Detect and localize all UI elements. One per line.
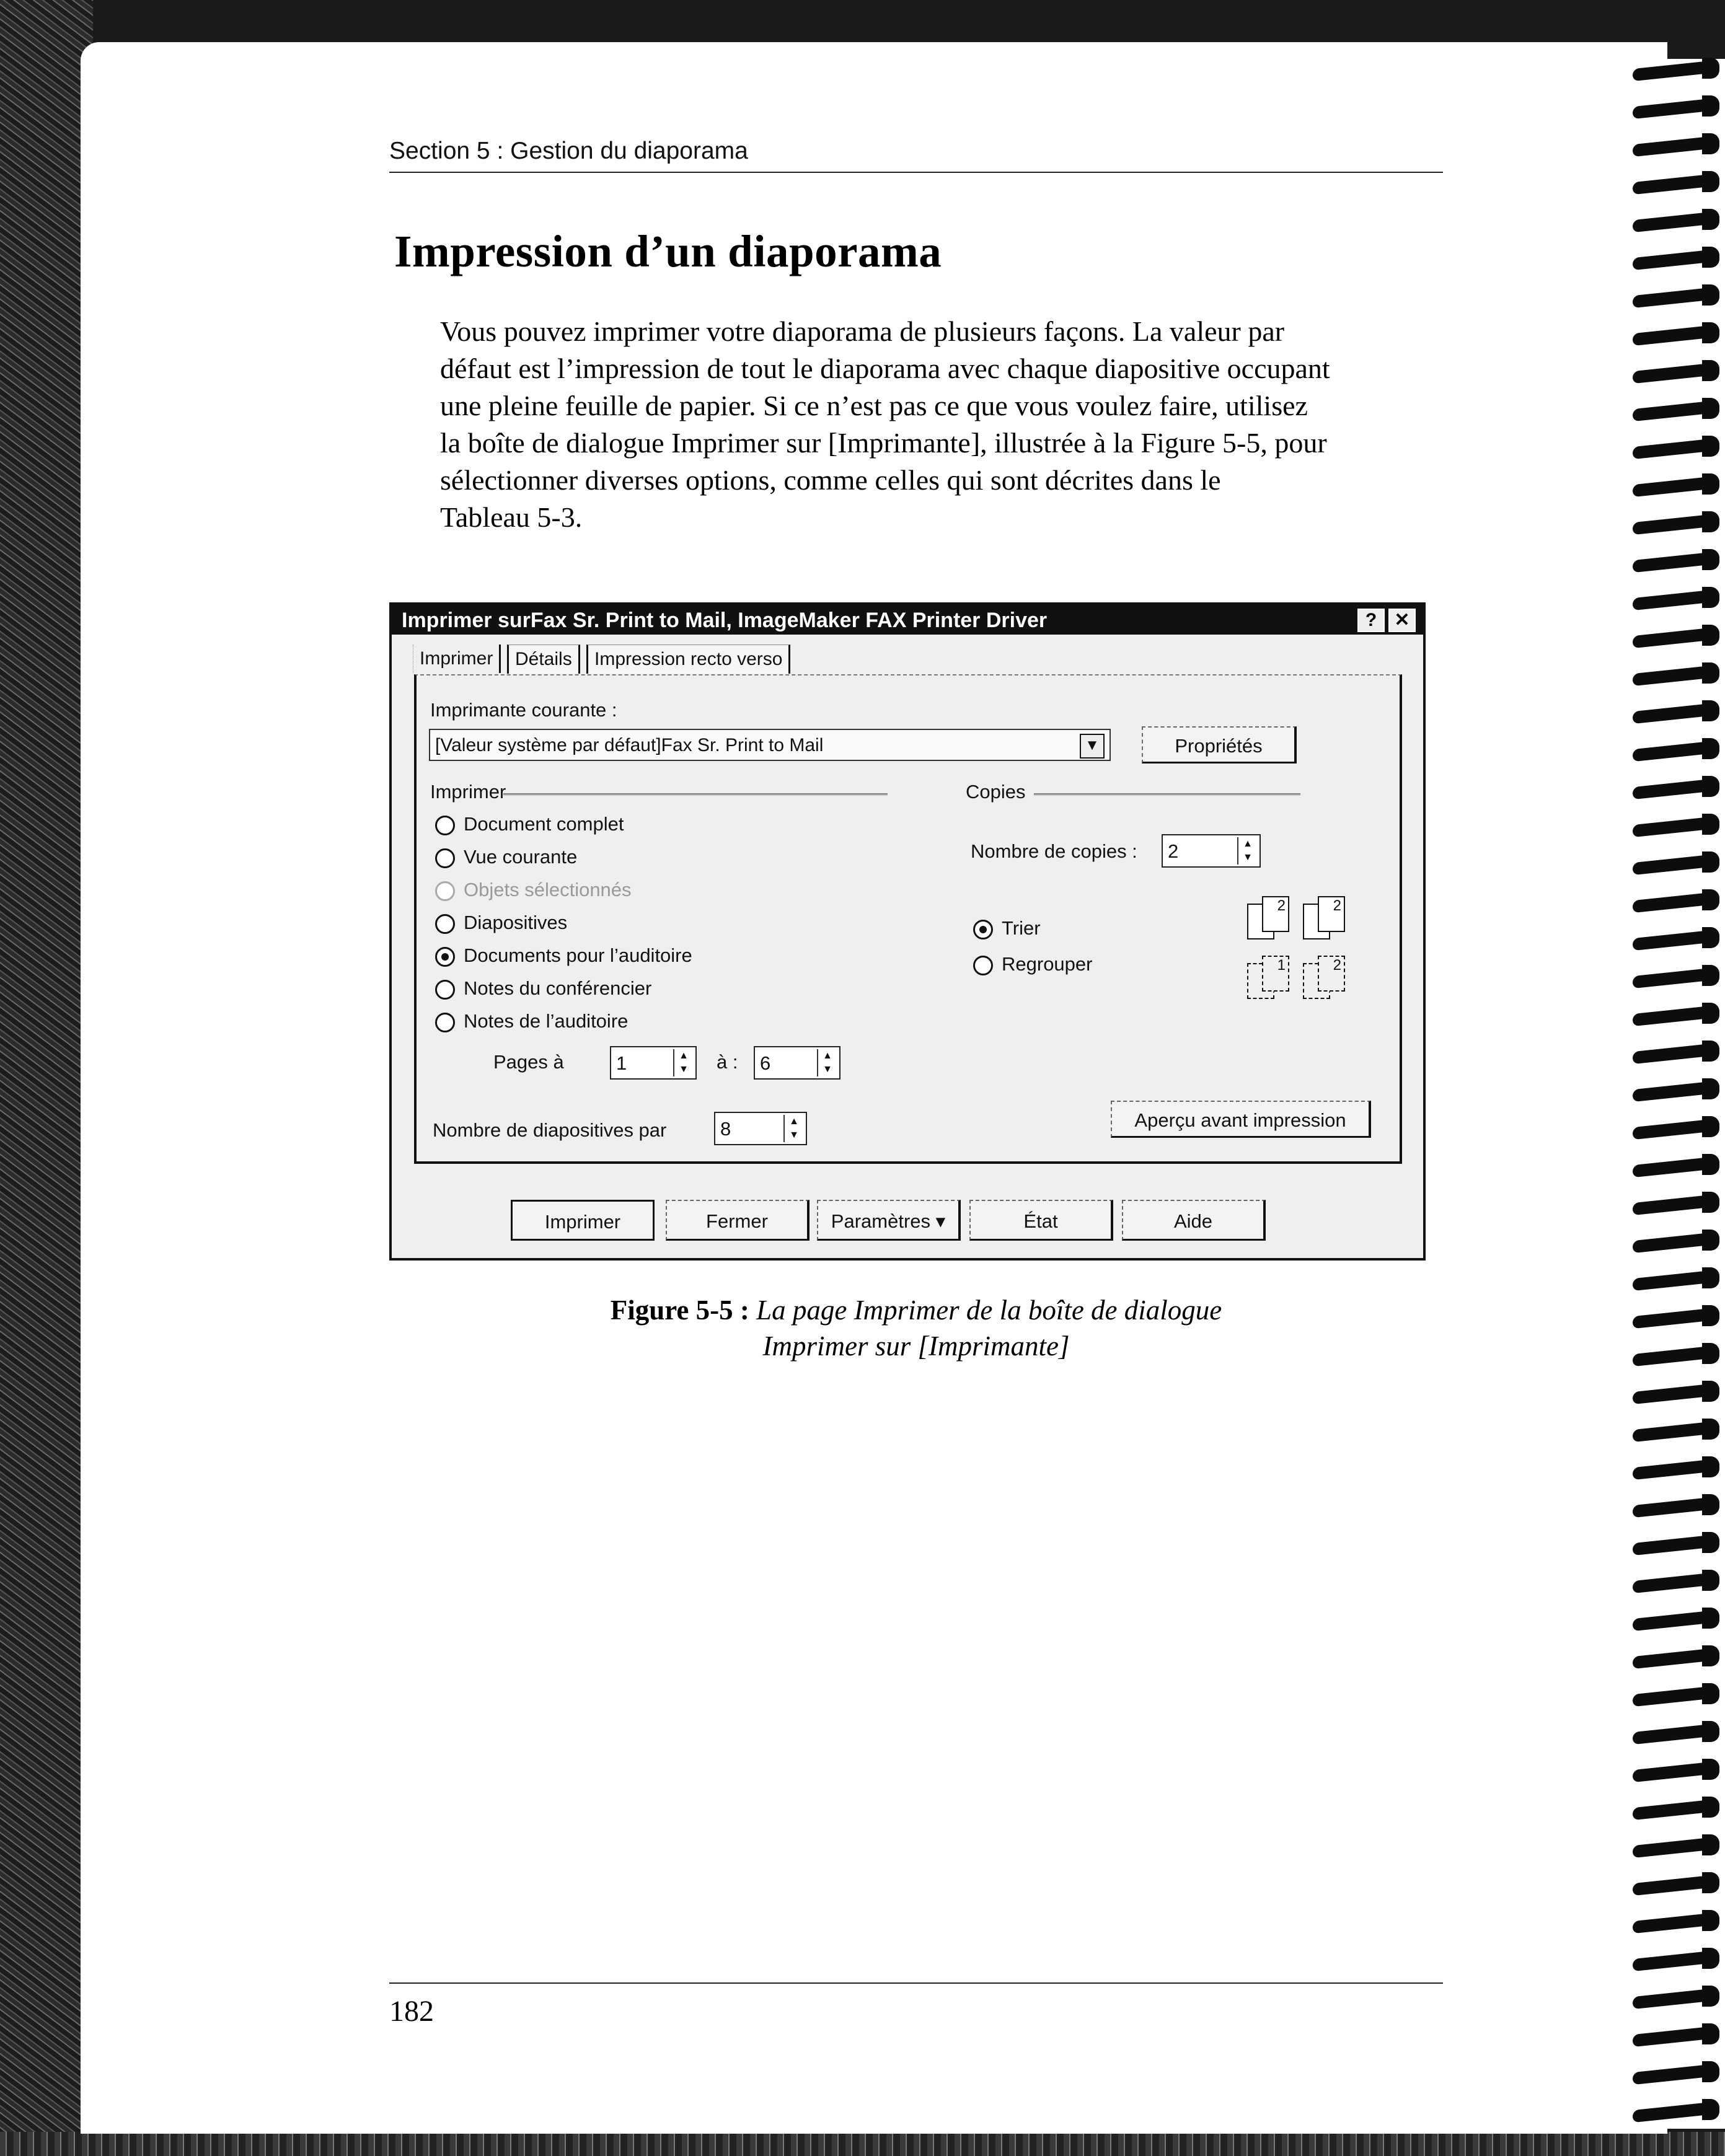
tab-details[interactable]: Détails (507, 645, 580, 674)
slides-per-value: 8 (720, 1118, 731, 1140)
option-label: Documents pour l’auditoire (464, 944, 692, 966)
spiral-coil (1629, 2100, 1722, 2124)
spiral-coil (1629, 702, 1722, 725)
option-label: Vue courante (464, 846, 578, 868)
spiral-coil (1629, 626, 1722, 649)
binding-edge-left (0, 0, 93, 2156)
print-preview-button[interactable]: Aperçu avant impression (1111, 1101, 1371, 1138)
spiral-coil (1629, 1495, 1722, 1519)
close-button[interactable]: ✕ (1388, 609, 1416, 632)
collate-page-icon: 2 (1262, 896, 1289, 932)
spiral-coil (1629, 588, 1722, 612)
settings-button[interactable]: Paramètres ▾ (817, 1200, 961, 1241)
option-label: Document complet (464, 813, 624, 835)
radio-document-complet[interactable] (435, 816, 455, 835)
footer-rule (389, 1982, 1443, 1984)
option-label: Objets sélectionnés (464, 879, 632, 900)
print-group-label: Imprimer (430, 781, 506, 803)
spiral-coil (1629, 1760, 1722, 1784)
help-button[interactable]: ? (1357, 609, 1385, 632)
spiral-coil (1629, 1911, 1722, 1935)
radio-notes-conferencier[interactable] (435, 980, 455, 1000)
status-button[interactable]: État (969, 1200, 1113, 1241)
body-line: une pleine feuille de papier. Si ce n’est pas ce que vous voulez faire, utilisez (440, 390, 1308, 421)
spiral-coil (1629, 815, 1722, 838)
body-line: la boîte de dialogue Imprimer sur [Imprimante], illustrée à la Figure 5-5, pour (440, 427, 1327, 459)
radio-notes-auditoire[interactable] (435, 1013, 455, 1032)
spiral-coil (1629, 891, 1722, 914)
spiral-coil (1629, 286, 1722, 309)
spiral-coil (1629, 1382, 1722, 1406)
radio-regrouper[interactable] (973, 956, 993, 975)
spiral-coil (1629, 853, 1722, 876)
header-rule (389, 172, 1443, 173)
spiral-coil (1629, 1647, 1722, 1670)
page-number: 182 (389, 1995, 434, 2028)
spiral-coil (1629, 1798, 1722, 1821)
tab-imprimer[interactable]: Imprimer (413, 645, 501, 673)
copies-spinner[interactable] (1162, 834, 1261, 868)
print-group-line (503, 793, 888, 795)
spiral-coil (1629, 475, 1722, 498)
radio-documents-auditoire[interactable] (435, 947, 455, 967)
spiral-coil (1629, 966, 1722, 990)
spiral-coil (1629, 777, 1722, 801)
spiral-coil (1629, 1306, 1722, 1330)
spiral-coil (1629, 1231, 1722, 1254)
spiral-coil (1629, 1042, 1722, 1065)
caption-line1: La page Imprimer de la boîte de dialogue (756, 1295, 1222, 1326)
printer-select[interactable] (429, 729, 1111, 761)
spiral-coil (1629, 361, 1722, 385)
spiral-coil (1629, 1269, 1722, 1292)
spiral-coil (1629, 1571, 1722, 1595)
chevron-down-icon[interactable]: ▼ (1080, 734, 1105, 759)
pages-from-spinner[interactable] (610, 1046, 697, 1080)
radio-diapositives[interactable] (435, 914, 455, 934)
body-line: sélectionner diverses options, comme celles qui sont décrites dans le (440, 464, 1221, 496)
spiral-coil (1629, 928, 1722, 952)
print-button[interactable]: Imprimer (511, 1200, 655, 1241)
spiral-coil (1629, 550, 1722, 574)
pages-to-spinner[interactable] (754, 1046, 840, 1080)
caption-line2: Imprimer sur [Imprimante] (762, 1331, 1070, 1362)
spiral-coil (1629, 1722, 1722, 1746)
radio-trier[interactable] (973, 920, 993, 939)
spiral-binding (1629, 59, 1725, 2129)
running-head: Section 5 : Gestion du diaporama (389, 138, 748, 164)
spiral-coil (1629, 1420, 1722, 1443)
collate-label: Regrouper (1002, 953, 1093, 975)
spiral-coil (1629, 2062, 1722, 2086)
caption-label: Figure 5-5 : (610, 1295, 749, 1326)
spiral-coil (1629, 1155, 1722, 1179)
radio-vue-courante[interactable] (435, 848, 455, 868)
option-label: Diapositives (464, 912, 568, 933)
printer-label: Imprimante courante : (430, 699, 617, 721)
spiral-coil (1629, 248, 1722, 271)
binding-edge-bottom (0, 2132, 1725, 2156)
body-paragraph (440, 313, 1438, 536)
spiral-coil (1629, 97, 1722, 120)
spiral-coil (1629, 1193, 1722, 1217)
spiral-coil (1629, 739, 1722, 763)
spiral-coil (1629, 2025, 1722, 2048)
pages-label: Pages à (493, 1051, 564, 1073)
dialog-title: Imprimer surFax Sr. Print to Mail, ImageMaker FAX Printer Driver (402, 609, 1048, 632)
slides-per-spinner[interactable] (714, 1112, 807, 1145)
spiral-coil (1629, 172, 1722, 196)
body-line: Vous pouvez imprimer votre diaporama de plusieurs façons. La valeur par (440, 315, 1285, 347)
spiral-coil (1629, 1609, 1722, 1632)
dialog-titlebar (392, 605, 1423, 635)
spiral-coil (1629, 1004, 1722, 1027)
spiral-coil (1629, 210, 1722, 234)
page-title: Impression d’un diaporama (394, 226, 942, 276)
spiral-coil (1629, 1080, 1722, 1103)
spiral-coil (1629, 1873, 1722, 1897)
group-page-icon: 1 (1262, 956, 1289, 992)
pages-to-value: 6 (760, 1052, 771, 1074)
spiral-coil (1629, 1458, 1722, 1481)
spiral-coil (1629, 1344, 1722, 1368)
body-line: Tableau 5-3. (440, 501, 583, 533)
close-dialog-button[interactable]: Fermer (666, 1200, 810, 1241)
spiral-coil (1629, 1949, 1722, 1973)
slides-per-label: Nombre de diapositives par (433, 1119, 667, 1141)
spin-arrows-icon[interactable]: ▲ ▼ (1237, 837, 1257, 865)
tab-recto-verso[interactable]: Impression recto verso (586, 645, 790, 674)
option-label: Notes de l’auditoire (464, 1010, 629, 1032)
spiral-coil (1629, 437, 1722, 460)
spiral-coil (1629, 1684, 1722, 1708)
copies-group-label: Copies (966, 781, 1026, 803)
spiral-coil (1629, 323, 1722, 347)
printer-value: [Valeur système par défaut]Fax Sr. Print to Mail (435, 735, 824, 755)
radio-objets-selectionnes (435, 881, 455, 901)
spiral-coil (1629, 513, 1722, 536)
spiral-coil (1629, 134, 1722, 158)
collate-label: Trier (1002, 917, 1041, 939)
spiral-coil (1629, 1836, 1722, 1859)
properties-button[interactable]: Propriétés (1142, 726, 1297, 763)
option-label: Notes du conférencier (464, 977, 652, 999)
figure-caption (389, 1292, 1443, 1364)
spiral-coil (1629, 59, 1722, 82)
pages-from-value: 1 (616, 1052, 627, 1074)
copies-label: Nombre de copies : (971, 840, 1137, 862)
pages-to-label: à : (717, 1051, 738, 1073)
spiral-coil (1629, 1533, 1722, 1557)
spin-arrows-icon[interactable]: ▲ ▼ (783, 1115, 803, 1142)
help-dialog-button[interactable]: Aide (1122, 1200, 1266, 1241)
spiral-coil (1629, 399, 1722, 423)
group-page-icon: 2 (1318, 956, 1345, 992)
spiral-coil (1629, 1117, 1722, 1141)
print-dialog (389, 602, 1426, 1261)
spin-arrows-icon[interactable]: ▲ ▼ (673, 1049, 693, 1076)
spiral-coil (1629, 664, 1722, 687)
spiral-coil (1629, 1987, 1722, 2010)
copies-value: 2 (1168, 840, 1179, 862)
spin-arrows-icon[interactable]: ▲ ▼ (817, 1049, 837, 1076)
collate-page-icon: 2 (1318, 896, 1345, 932)
copies-group-line (1034, 793, 1300, 795)
body-line: défaut est l’impression de tout le diaporama avec chaque diapositive occupant (440, 353, 1330, 384)
